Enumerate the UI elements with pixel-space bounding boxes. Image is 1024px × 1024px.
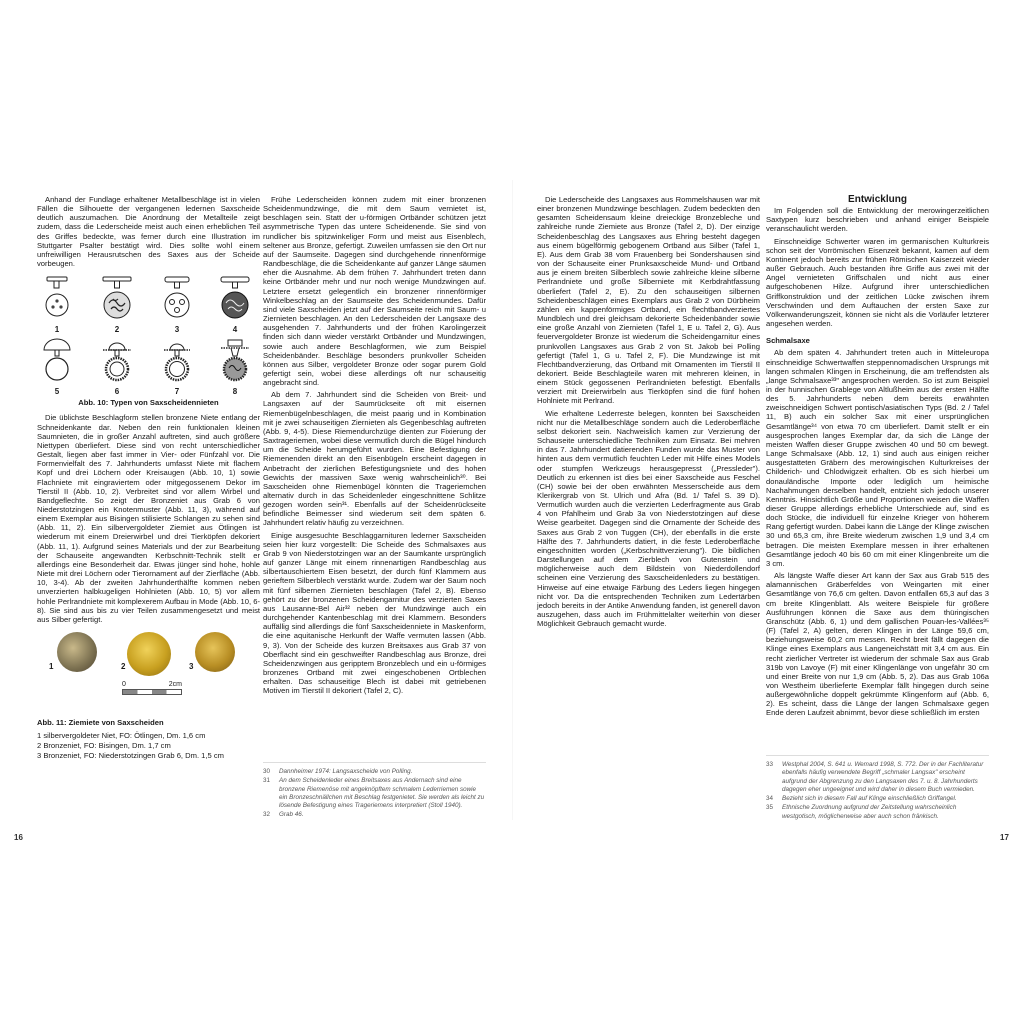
body-paragraph: Wie erhaltene Lederreste belegen, konnten bei Saxscheiden nicht nur die Metallbeschläge sondern auch die Lederoberfläche selbst dekoriert sein. Nachweislich kamen zur Verzierung der Schauseite unterschiedliche Techniken zum Einsatz. Bei mehren in das 7. Jahrhundert datierenden Funden wurde das Muster von hinten aus dem vermutlich feuchten Leder mit Hilfe eines Models oder stumpfen Werkzeugs herausgepresst („Pressleder"). Deutlich zu erkennen ist dies bei einer Saxscheide aus Feschel (CH) sowie bei der oben erwähnten Messerscheide aus dem Klerikergrab von St. Ulrich und Afra (Bd. 1/ Tafel S. 39 D). Vermutlich wurden auch die verzierten Lederfragmente aus Grab 4 von Pfahlheim und Grab 3a von Niederstotzingen auf diese Weise gearbeitet. Dagegen sind die Ornamente der Scheide des Saxes aus Grab 2 von Tuggen (CH), der ebenfalls in die erste Hälfte des 7. Jahrhunderts datiert, in die feste Lederoberfläche eingeschnitten worden („Kerbschnittverzierung"). Die bildlichen Darstellungen auf dem Zierblech von Gutenstein und möglicherweise auch dem Bildstein von Niederdollendorf scheinen eine Verzierung des Saxscheidenleders zu bestätigen. Hinweise auf eine etwaige Färbung des Leders liegen hingegen nicht vor. Da die entsprechenden Techniken zum Ledertärben jedoch bereits in der Antike Anwendung fanden, ist generell davon auszugehen, dass auch im Frühmittelalter weiterhin von dieser Möglichkeit Gebrauch gemacht wurde. (537, 408, 760, 629)
left-page-footnotes (263, 762, 486, 821)
right-page (512, 195, 1024, 835)
right-page-column-1 (537, 195, 760, 631)
body-paragraph: Die Lederscheide des Langsaxes aus Rommelshausen war mit einer bronzenen Mundzwinge beschlagen. Zudem bedeckten den gesamten Scheidensaum kleine dreieckige Bronzebleche und zahlreiche runde Ziemiete aus Bronze (Tafel 2, D). Der einzige Scheidenbeschlag des Langsaxes aus Ehring besteht dagegen aus einem bügelförmig gebogenem Ortband aus Silber (Tafel 1, E). Aus dem Grab 38 vom Frauenberg bei Sondershausen sind von der Schauseite einer Prunksaxscheide Mund- und Ortband aus je einem breiten Silberblech sowie zahlreiche kleine silberne Perlrandniete und große Silberniete mit Kerbdrahtfassung überliefert (Tafel 2, E). Zu den schauseitigen silbernen Scheidenbeschlägen eines Exemplars aus Grab 2 von Dürbheim zählen ein kappenförmiges Ortband, ein flechtbandverziertes Mundblech und drei gleichsam dekorierte Scheidenbänder sowie eine große Anzahl von Ziernieten (Tafel 1, E u. Tafel 2, G). Aus feuervergoldeter Bronze ist wiederum die Scheidengarnitur eines prunkvollen Langsaxes aus Grab 2 von St. Jakob bei Polling gefertigt (Tafel 1, G u. Tafel 2, F). Die Mundzwinge ist mit Flechtbandverzierung, das Ortband mit Ornamenten im Tierstil II dekoriert. Beide Beschlagteile waren mit mehreren kleinen, in einem Stück gegossenen Perlrandnieten befestigt. Ebenfalls verziert mit Dreierwirbeln aus Tierköpfen sind die fünf hohen Hohlniete mit Perlrand. (537, 195, 760, 406)
rivet-drawing-icon (99, 276, 135, 320)
figure-11-item: 3 Bronzeniet, FO: Niederstotzingen Grab 6, Dm. 1,5 cm (37, 751, 224, 760)
page-number-right: 17 (1000, 833, 1009, 842)
left-page (0, 195, 512, 835)
figure-11-title: Abb. 11: Ziemiete von Saxscheiden (37, 718, 164, 727)
rivet-drawing-icon (217, 338, 253, 382)
rivet-type-2 (99, 276, 135, 335)
figure-label: 1 (54, 325, 60, 335)
figure-label: 6 (114, 387, 120, 397)
rivet-photo-1 (57, 632, 97, 672)
footnote: 35 Ethnische Zuordnung aufgrund der Zeitstellung wahrscheinlich westgotisch, möglicherweise aber auch schon fränkisch. (766, 804, 957, 820)
rivet-drawing-icon (39, 338, 75, 382)
rivet-drawing-icon (217, 276, 253, 320)
footnote: 33 Westphal 2004, S. 641 u. Wemard 1998, S. 772. Der in der Fachliteratur ebenfalls häufig verwendete Begriff „schmaler Langsax" erscheint aufgrund der Abgrenzung zu den Langsaxen des 7. u. 8. Jahrhunderts dagegen eher ungeeignet und wird daher in diesem Buch vermieden. (766, 761, 984, 793)
rivet-type-8 (217, 338, 253, 397)
body-paragraph: Einschneidige Schwerter waren im germanischen Kulturkreis schon seit der Vorrömischen Eisenzeit bekannt, kamen auf dem Kontinent jedoch bereits zur frühen Römischen Kaiserzeit wieder außer Gebrauch. Auch bestanden ihre Griffe aus zwei mit der Angel vernieteten Griffschalen und nicht aus einer aufgeschobenen Hilze. Aufgrund ihrer unterschiedlichen Griffkonstruktion und der zeitlichen Lücke zwischen ihrem Verschwinden und dem Auftauchen der ersten Saxe zur Völkerwanderungszeit, können sie nicht als die Vorläufer letzterer angesehen werden. (766, 236, 989, 329)
figure-label: 8 (232, 387, 238, 397)
scale-end: 2cm (168, 681, 182, 688)
page-number-left: 16 (14, 833, 23, 842)
footnote: 32 Grab 46. (263, 811, 304, 819)
rivet-type-5 (39, 338, 75, 397)
rivet-drawing-icon (39, 276, 75, 320)
body-paragraph: Ab dem späten 4. Jahrhundert treten auch in Mitteleuropa einschneidige Schwertwaffen steppennomadischen Ursprungs mit langen schmalen Klingen in Erscheinung, die am treffendsten als „lange Schmalsaxe³³" angesprochen werden. So ist zum Beispiel in der hunnischen Grablege von Altlußheim aus der ersten Hälfte des 5. Jahrhunderts neben dem bereits erwähnten zweischneidigen Schwert pontisch/asiatischen Typs (Bd. 2 / Tafel 11, B) auch ein solcher Sax mit einer ursprünglichen Gesamtlänge³⁴ von etwa 70 cm überliefert. Damit stellt er ein ausgesprochen langes Exemplar dar, da sich die Länge der meisten Waffen dieser Gruppe zwischen 40 und 50 cm bewegt. Lange Schmalsaxe (Abb. 12, 1) sind auch aus einigen reicher ausgestatteten Gräbern des merowingischen Kulturkreises der Childerich- und Chlodwigzeit erhalten. Ob es sich hierbei um donauländische Importe oder lediglich um heimische Nachahmungen derselben handelt, entzieht sich jedoch unserer Kenntnis. Hinsichtlich Größe und Proportionen weisen die Waffen dieser Gruppe allerdings erhebliche Unterschiede auf, sind es doch Stücke, die individuell für einzelne Krieger von höherem Rang gefertigt wurden. Dabei kann die Länge der Klinge zwischen 30 und 65,3 cm, ihre Breite wiederum zwischen 1,9 und 3,4 cm betragen. Die meisten Exemplare messen in ihrer erhaltenen Gesamtlänge jedoch 40 bis 60 cm mit einer Klingenbreite um die 3 cm. (766, 348, 989, 568)
figure-label: 2 (114, 325, 120, 335)
scale-start: 0 (122, 681, 126, 688)
rivet-type-3 (159, 276, 195, 335)
figure-11-item: 1 silbervergoldeter Niet, FO: Ötlingen, Dm. 1,6 cm (37, 731, 206, 740)
rivet-drawing-icon (159, 276, 195, 320)
figure-label: 3 (189, 662, 194, 671)
rivet-type-4 (217, 276, 253, 335)
rivet-type-1 (39, 276, 75, 335)
section-heading: Entwicklung (848, 194, 907, 205)
rivet-drawing-icon (99, 338, 135, 382)
subsection-heading: Schmalsaxe (766, 336, 810, 346)
figure-11-decorative-rivets (37, 632, 260, 712)
scale-bar (122, 680, 182, 695)
figure-label: 1 (49, 662, 54, 671)
body-paragraph: Im Folgenden soll die Entwicklung der merowingerzeitlichen Saxtypen kurz beschrieben und anhand einiger Beispiele veranschaulicht werden. (766, 206, 989, 234)
figure-11-caption (37, 718, 260, 761)
figure-11-item: 2 Bronzeniet, FO: Bisingen, Dm. 1,7 cm (37, 741, 171, 750)
figure-label: 2 (121, 662, 126, 671)
right-page-column-2 (766, 195, 989, 721)
figure-10-rivet-types (37, 276, 260, 397)
footnote: 34 Bezieht sich in diesem Fall auf Klinge einschließlich Griffangel. (766, 795, 957, 803)
figure-label: 7 (174, 387, 180, 397)
left-page-column-2 (263, 195, 486, 698)
body-paragraph: Einige ausgesuchte Beschlaggarnituren lederner Saxscheiden seien hier kurz vorgestellt: Die Scheide des Schmalsaxes aus Grab 9 von Niederstotzingen war an der Saumkante ursprünglich auf ganzer Länge mit einem rinnenartigen Randbeschlag aus silbertauschiertem Eisen besetzt, der durch fünf Klammern aus gerieftem Silberblech verstärkt wurde. Zudem war der Saum noch mit fünf silbernen Ziernieten beschlagen (Tafel 2, B). Ebenso gehört zu der bronzenen Scheidengarnitur des verzierten Saxes aus Lausanne-Bel Air³² neben der Mundzwinge auch ein durchgehender Kantenbeschlag mit drei Klammern. Besonders auffällig sind allerdings die fünf Saxscheidenniete in Maskenform, die eine aquitanische Herkunft der Waffe vermuten lassen (Abb. 9, 3). Von der Scheide des kurzen Breitsaxes aus Grab 37 von Oberflacht sind ein geschweifter Randbeschlag aus Bronze, drei Scheidenzwingen aus geripptem Bronzeblech und ein u-förmiges bronzenes Ortband mit zwei eingeschobenen Ortblechen erhalten. Das schauseitige Blech ist dabei mit getriebenen Motiven im Tierstil II dekoriert (Tafel 2, C). (263, 530, 486, 696)
body-paragraph: Ab dem 7. Jahrhundert sind die Scheiden von Breit- und Langsaxen auf der Saumrückseite oft mit eisernen Riemenbügelnbeschlagen, die meist paarig und in Kombination mit je zwei schauseitigen Ziernieten als Gegenbeschlag auftreten (Abb. 9, 4-5). Diese Riemendurchzüge dienten zur Fixierung der Saxtrageriemen, wobei diese vermutlich durch die Bügel hindurch um die Scheide herumgeführt wurden. Eine Befestigung der Riemenenden direkt an den Eisenbügeln erscheint dagegen in Anbetracht der zierlichen Befestigungsniete und des hohen Gewichts der massiven Saxe wenig wahrscheinlich³⁰. Bei Saxscheiden ohne Riemenbügel könnten die Trageriemchen alternativ durch in das Scheidenleder eingeschnittene Schlitze gezogen worden sein³¹. Ebenfalls auf der Scheidenrückseite befindliche Beimesser sind wiederum seit dem späten 6. Jahrhundert relativ häufig zu verzeichnen. (263, 390, 486, 528)
figure-label: 5 (54, 387, 60, 397)
figure-10-caption: Abb. 10: Typen von Saxscheidennieten (78, 398, 219, 408)
body-paragraph: Als längste Waffe dieser Art kann der Sax aus Grab 515 des alamannischen Gräberfeldes von Weingarten mit einer Gesamtlänge von 76,6 cm gelten. Davon entfallen 65,3 auf das 3 cm breite Klingenblatt. Als weitere Beispiele für größere Ausführungen können die Saxe aus dem thüringischen Granschütz (Abb. 6, 1) und dem gallischen Pouan-les-Vallées³⁵ (F) (Tafel 2, A) gelten, deren Klingen in der Länge 59,6 cm, beziehungsweise 60,2 cm messen. Recht breit fällt dagegen die Klinge eines Exemplars aus Langeneichstätt mit 3,4 cm aus. Ein recht zierlicher Vertreter ist wiederum der schmale Sax aus Grab 319b von Lavoye (F) mit einer Klingenlänge von ungefähr 30 cm und einer Breite von nur 1,9 cm (Abb. 5, 2). Das aus Grab 106a von Westheim überlieferte Exemplar fällt hingegen durch seine außergewöhnliche doppelt gekrümmte Klingenform auf (Abb. 6, 2). Es scheint, dass die Länge der langen Schmalsaxe gegen Ende deren Laufzeit abnimmt, bevor diese schließlich im ersten (766, 571, 989, 718)
right-page-footnotes (766, 755, 989, 822)
rivet-type-6 (99, 338, 135, 397)
figure-label: 4 (232, 325, 238, 335)
rivet-drawing-icon (159, 338, 195, 382)
body-paragraph: Frühe Lederscheiden können zudem mit einer bronzenen Scheidenmundzwinge, die mit dem Saum vernietet ist, beschlagen sein. Statt der u-förmigen Ortbänder schützen jetzt asymmetrische Typen das untere Scheidenende. Sie sind von rundlicher bis spitzwinkeliger Form und meist aus Eisenblech, seltener aus Bronze, gefertigt. Zuweilen umfassen sie den Ort nur auf der Saumseite. Dagegen sind durchgehende rinnenförmige Randbeschläge, die die Scheidenkante auf ganzer Länge säumen eher die Ausnahme. Ab dem frühen 7. Jahrhundert treten dann keine Ortbänder mehr und nur noch wenige Mundzwingen auf. Letztere ersetzt gelegentlich ein bronzener rinnenförmiger Winkelbeschlag an der Saumseite des Scheidenmundes. Dafür sind viele Saxscheiden jetzt auf der Saumseite reich mit Saum- u Ziernieten beschlagen. An den Lederscheiden der Langsaxe des ausgehenden 7. Jahrhunderts und der frühen Karolingerzeit finden sich dann wieder verstärkt Ortbänder und Mundzwingen, sowie auch andere Beschlagformen, wie zum Beispiel Scheidenbänder. Beschläge besonders prunkvoller Scheiden können aus Silber, vergoldeter Bronze oder sogar purem Gold gefertigt sein, wobei diese allerdings oft nur schauseitig angebracht sind. (263, 195, 486, 388)
rivet-photo-3 (195, 632, 235, 672)
left-page-column-1 (37, 195, 260, 761)
footnote: 31 An dem Scheidenleder eines Breitsaxes aus Andernach sind eine bronzene Riemenöse mit angeknöpftem schmalem Lederriemen sowie ein Bronzeschnällchen mit Beschlag festgenietet. Sie werden als leicht zu lösende Befestigung eines Trageriemens interpretiert (Stoll 1940). (263, 777, 485, 810)
footnote: 30 Dannheimer 1974: Langsaxscheide von Polling. (263, 768, 413, 775)
rivet-type-7 (159, 338, 195, 397)
figure-label: 3 (174, 325, 180, 335)
rivet-photo-2 (127, 632, 171, 676)
body-paragraph: Die üblichste Beschlagform stellen bronzene Niete entlang der Schneidenkante dar. Neben den rein funktionalen kleinen Saumnieten, die in großer Anzahl auftreten, sind auch größere Niettypen überliefert. Diese sind von recht unterschiedlicher Gestalt, liegen aber fast immer in Vier- oder Fünfzahl vor. Die Formenvielfalt des 7. Jahrhunderts umfasst Niete mit flachem Kopf und drei Löchern oder Kreisaugen (Abb. 10, 1) sowie Flachniete mit eingraviertem oder mitgegossenem Dekor im Tierstil II (Abb. 10, 2). Verbreitet sind vor allem Wirbel und Bandgeflechte. So zeigt der Bronzeniet aus Grab 6 von Niederstotzingen ein Knotenmuster (Abb. 11, 3), während auf einem Exemplar aus Bisingen stilisierte Schlangen zu sehen sind (Abb. 11, 2). Ein silbervergoldeter Ziemiet aus Ötlingen ist wiederum mit einem Dreierwirbel und drei Tierköpfen dekoriert (Abb. 11, 1). Aufgrund seines Materials und der zur Bearbeitung der Schauseite angewandten Kerbschnitt-Technik stellt er allerdings eine Besonderheit dar. Etwas jünger sind hohe, hohle Niete mit drei Löchern oder Tierornament auf der Zierfläche (Abb. 10, 3-4). Ab der zweiten Jahrhunderthälfte kommen neben unverzierten halbkugeligen Hohlnieten (Abb. 10, 5) vor allem hohle Perlrandniete mit komplexerem Aufbau in Mode (Abb. 10, 6-8). Sie sind aus bis zu vier Teilen zusammengesetzt und meist aus Silber gefertigt. (37, 413, 260, 624)
body-paragraph: Anhand der Fundlage erhaltener Metallbeschläge ist in vielen Fällen die Silhouette der vergangenen ledernen Saxscheide deutlich auszumachen. Die Anordnung der Metallteile zeigt zudem, dass die Lederscheide meist auch einen erheblichen Teil des Griffes bedeckte, was ferner durch eine Illustration im Stuttgarter Psalter bestätigt wird. Dies sollte wohl einem unfreiwilligen Herausrutschen des Saxes aus der Scheide vorbeugen. (37, 195, 260, 269)
